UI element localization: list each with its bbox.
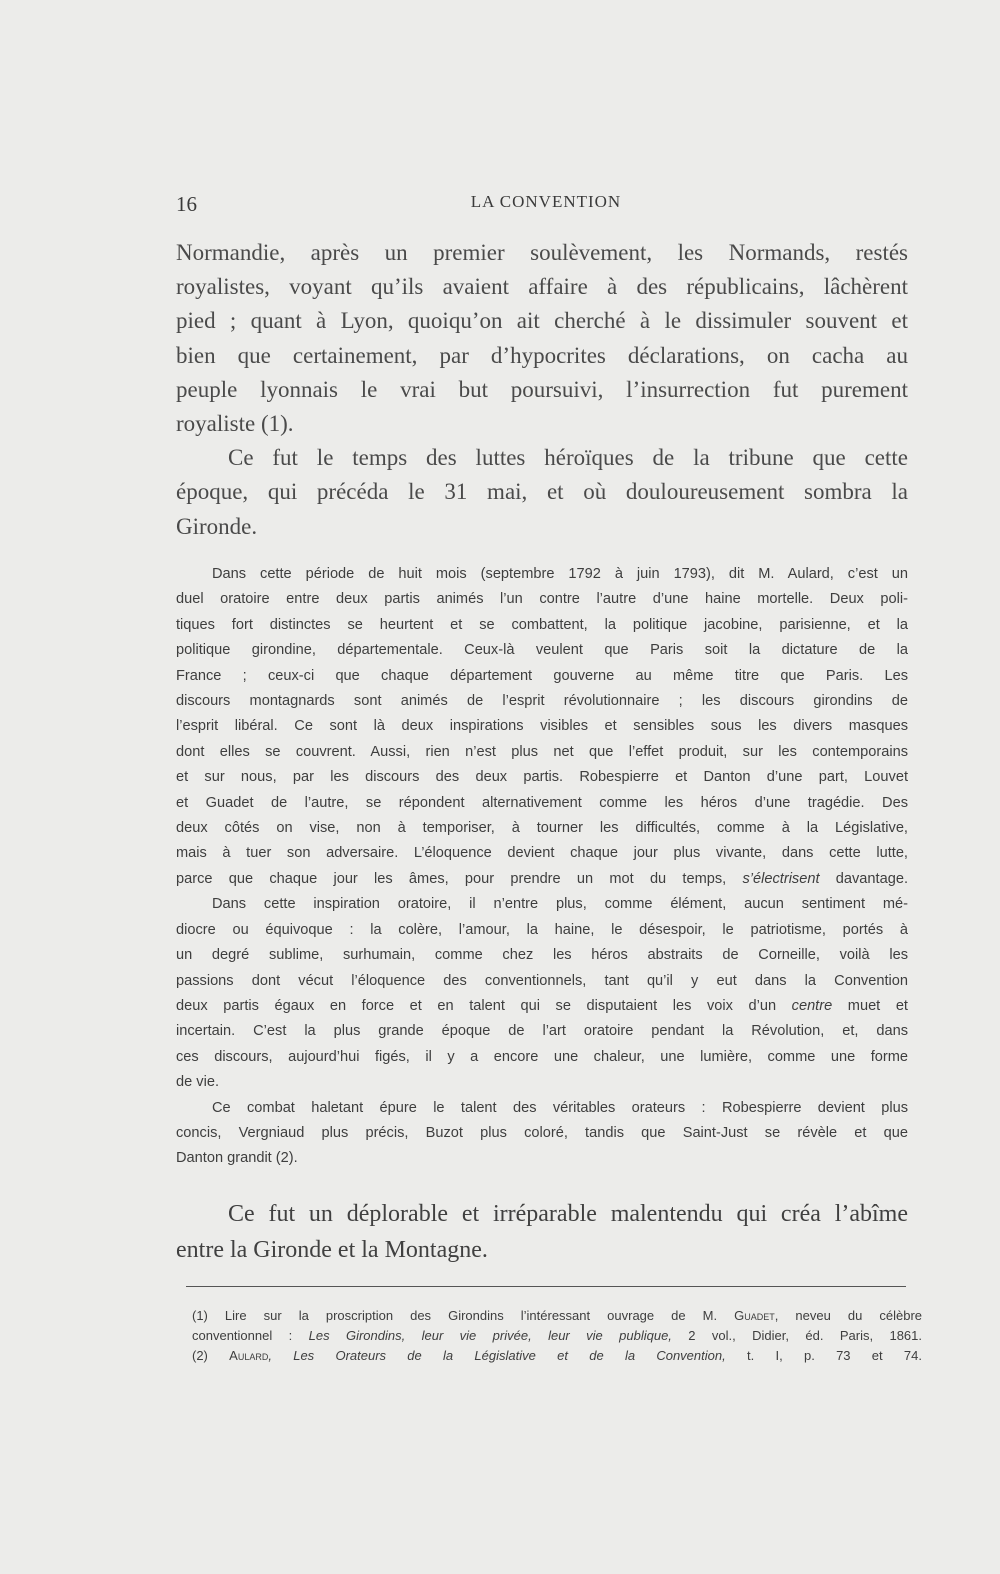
footnote-1-cont	[192, 1326, 922, 1346]
footnote-text: (1) Lire sur la proscription des Girondins l’intéressant ouvrage de M.	[192, 1308, 735, 1323]
footnote-1	[192, 1306, 922, 1326]
text-line: Normandie, après un premier soulèvement, les Normands, restés	[176, 240, 908, 265]
footnote-title: , Les Orateurs de la Législative et de la Convention,	[268, 1348, 726, 1363]
footnote-text: t. I, p. 73 et 74.	[725, 1348, 922, 1363]
body-text	[176, 236, 908, 544]
quote-line	[176, 867, 908, 892]
footnote-author: Aulard	[229, 1348, 269, 1363]
text-line: entre la Gironde et la Montagne.	[176, 1237, 488, 1263]
conclusion-paragraph	[176, 1196, 908, 1268]
footnote-text: conventionnel :	[192, 1328, 309, 1343]
quote-text: davantage.	[819, 870, 908, 887]
quote-line: diocre ou équivoque : la colère, l’amour, la haine, le désespoir, le patriotisme, portés à	[176, 921, 908, 938]
quote-text: deux partis égaux en force et en talent qui se disputaient les voix d’un	[176, 997, 777, 1014]
quote-line: dont elles se couvrent. Aussi, rien n’est plus net que l’effet produit, sur les contemporains	[176, 743, 908, 760]
footnote-2	[192, 1346, 922, 1366]
quote-line	[176, 994, 908, 1019]
quote-line: deux côtés on vise, non à temporiser, à tourner les difficultés, comme à la Législative,	[176, 820, 908, 837]
quote-text: parce que chaque jour les âmes, pour prendre un mot du temps,	[176, 870, 727, 887]
text-line: peuple lyonnais le vrai but poursuivi, l’insurrection fut purement	[176, 376, 908, 402]
text-line: royalistes, voyant qu’ils avaient affaire à des républicains, lâchèrent	[176, 274, 908, 300]
quote-line: passions dont vécut l’éloquence des conventionnels, tant qu’il y eut dans la Convention	[176, 972, 908, 989]
footnote-author: Guadet	[734, 1308, 775, 1323]
quote-line: concis, Vergniaud plus précis, Buzot plus coloré, tandis que Saint-Just se révèle et que	[176, 1124, 908, 1141]
quote-line: France ; ceux-ci que chaque département gouverne au même titre que Paris. Les	[176, 667, 908, 684]
quote-line: discours montagnards sont animés de l’esprit révolutionnaire ; les discours girondins de	[176, 693, 908, 710]
running-title: LA CONVENTION	[470, 192, 622, 211]
quote-line: Dans cette inspiration oratoire, il n’entre plus, comme élément, aucun sentiment mé-	[212, 896, 908, 913]
footnote-divider	[186, 1286, 906, 1287]
quote-line: mais à tuer son adversaire. L’éloquence devient chaque jour plus vivante, dans cette lutte,	[176, 845, 908, 862]
paragraph-2	[176, 441, 908, 544]
quote-text: muet et	[832, 997, 908, 1014]
quote-line: Ce combat haletant épure le talent des véritables orateurs : Robespierre devient plus	[212, 1099, 908, 1116]
quote-line: un degré sublime, surhumain, comme chez les héros abstraits de Corneille, voilà les	[176, 947, 908, 964]
text-line: Gironde.	[176, 513, 258, 539]
footnote-title: Les Girondins, leur vie privée, leur vie publique,	[308, 1328, 672, 1343]
paragraph-1	[176, 236, 908, 441]
quote-line: politique girondine, départementale. Ceux-là veulent que Paris soit la dictature de la	[176, 642, 908, 659]
footnotes	[192, 1306, 922, 1366]
quote-line: et Guadet de l’autre, se répondent alternativement comme les héros d’une tragédie. Des	[176, 794, 908, 811]
quote-line: Danton grandit (2).	[176, 1150, 298, 1167]
page-header	[176, 192, 916, 222]
italic-term: centre	[791, 997, 833, 1014]
quote-line: l’esprit libéral. Ce sont là deux inspirations visibles et sensibles sous les divers masques	[176, 718, 908, 735]
italic-term: s’électrisent	[742, 870, 820, 887]
quote-line: Dans cette période de huit mois (septembre 1792 à juin 1793), dit M. Aulard, c’est un	[212, 566, 908, 582]
quote-line: tiques fort distinctes se heurtent et se combattent, la politique jacobine, parisienne, et la	[176, 616, 908, 633]
page-number: 16	[176, 192, 197, 216]
quote-line: ces discours, aujourd’hui figés, il y a encore une chaleur, une lumière, comme une forme	[176, 1048, 908, 1065]
quote-line: et sur nous, par les discours des deux partis. Robespierre et Danton d’une part, Louvet	[176, 769, 908, 786]
footnote-text: (2)	[192, 1348, 230, 1363]
footnote-text: 2 vol., Didier, éd. Paris, 1861.	[671, 1328, 922, 1343]
footnote-text: , neveu du célèbre	[774, 1308, 923, 1323]
text-line: Ce fut un déplorable et irréparable malentendu qui créa l’abîme	[228, 1201, 908, 1227]
quote-line: incertain. C’est la plus grande époque de l’art oratoire pendant la Révolution, et, dans	[176, 1023, 908, 1040]
quote-line: de vie.	[176, 1074, 219, 1091]
quotation-block	[176, 562, 908, 1172]
text-line: pied ; quant à Lyon, quoiqu’on ait cherché à le dissimuler souvent et	[176, 308, 908, 334]
text-line: bien que certainement, par d’hypocrites déclarations, on cacha au	[176, 342, 908, 368]
text-line: époque, qui précéda le 31 mai, et où douloureusement sombra la	[176, 479, 908, 505]
text-line: royaliste (1).	[176, 411, 294, 437]
text-line: Ce fut le temps des luttes héroïques de la tribune que cette	[228, 445, 908, 471]
quote-line: duel oratoire entre deux partis animés l’un contre l’autre d’une haine mortelle. Deux poli-	[176, 591, 908, 608]
